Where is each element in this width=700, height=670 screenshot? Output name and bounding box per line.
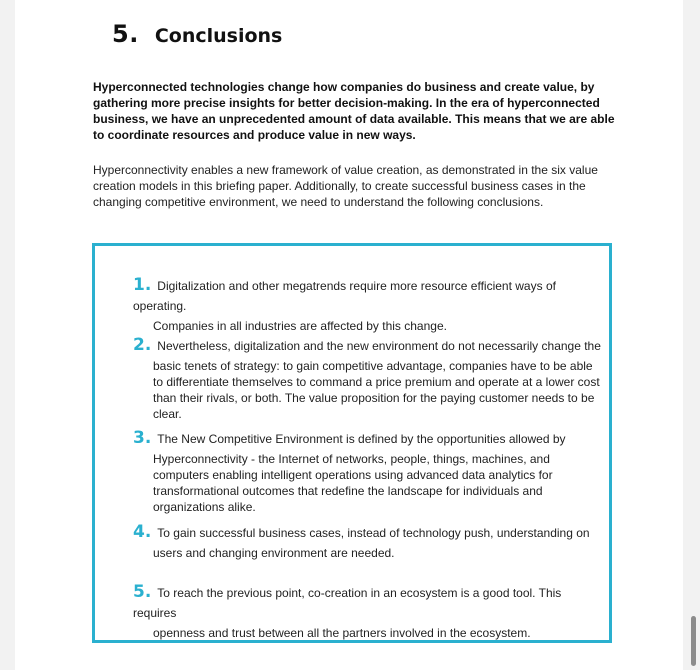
item-first-line: Digitalization and other megatrends require more resource efficient ways of operating. [133, 279, 556, 313]
item-continuation: openness and trust between all the partners involved in the ecosystem. [153, 626, 531, 640]
section-title: Conclusions [154, 25, 283, 47]
conclusion-item [133, 335, 605, 422]
item-continuation: Companies in all industries are affected by this change. [153, 319, 447, 333]
intro-paragraph: Hyperconnected technologies change how companies do business and create value, by gathering more precise insights for better decision-making. In the era of hyperconnected business, we have an unprecedented amount of data available. This means that we are able to coordinate resources and produce value in new ways. [93, 80, 615, 142]
conclusion-item [133, 428, 605, 515]
item-continuation: Hyperconnectivity - the Internet of networks, people, things, machines, and computers enabling intelligent operations using advanced data analytics for transformational outcomes that redefine the landscape for individuals and organizations alike. [153, 452, 553, 514]
conclusion-item [133, 275, 605, 336]
conclusion-item [133, 522, 605, 563]
section-number: 5. [112, 20, 139, 48]
conclusion-item [133, 582, 605, 643]
item-continuation: users and changing environment are needed. [153, 546, 395, 560]
item-number: 2. [133, 335, 152, 355]
item-first-line: To reach the previous point, co-creation in an ecosystem is a good tool. This requires [133, 586, 562, 620]
item-number: 5. [133, 582, 152, 602]
document-page [15, 0, 683, 670]
item-continuation: basic tenets of strategy: to gain competitive advantage, companies have to be able to differentiate themselves to command a price premium and operate at a lower cost than their rivals, or both. The value proposition for the paying customer needs to be clear. [153, 359, 600, 421]
scrollbar-thumb[interactable] [691, 616, 696, 666]
item-number: 4. [133, 522, 152, 542]
item-first-line: The New Competitive Environment is defined by the opportunities allowed by [157, 432, 566, 446]
item-number: 1. [133, 275, 152, 295]
body-paragraph: Hyperconnectivity enables a new framework of value creation, as demonstrated in the six value creation models in this briefing paper. Additionally, to create successful business cases in the changing competitive environment, we need to understand the following conclusions. [93, 163, 598, 209]
section-heading [112, 20, 282, 48]
item-first-line: Nevertheless, digitalization and the new environment do not necessarily change the [157, 339, 601, 353]
item-number: 3. [133, 428, 152, 448]
item-first-line: To gain successful business cases, instead of technology push, understanding on [157, 526, 590, 540]
